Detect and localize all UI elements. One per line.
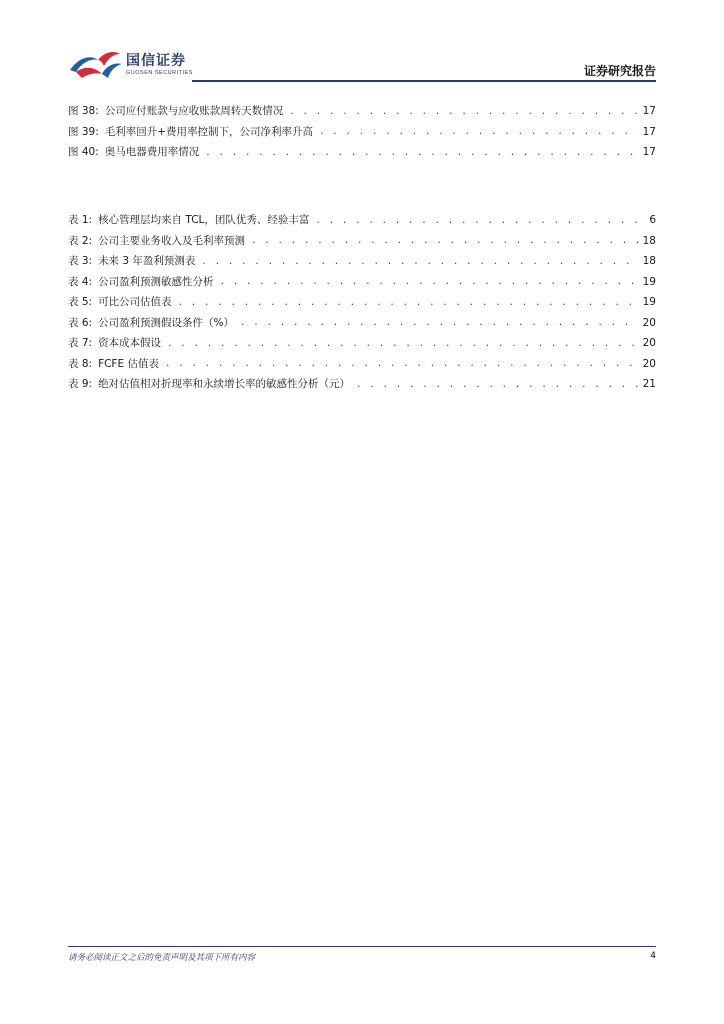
dot-leader	[220, 278, 639, 287]
dot-leader	[165, 360, 639, 369]
toc-entry-table-4[interactable]	[68, 272, 656, 293]
toc-page-number[interactable]: 20	[642, 337, 656, 349]
toc-page-number[interactable]: 18	[642, 234, 656, 247]
footer-divider	[68, 946, 656, 947]
toc-entry-table-5[interactable]	[68, 292, 656, 313]
dot-leader	[289, 108, 638, 117]
toc-page-number[interactable]: 17	[642, 105, 656, 117]
toc-label: 表 6:	[68, 316, 93, 329]
toc-title[interactable]: 资本成本假设	[98, 337, 162, 349]
table-list	[68, 210, 656, 395]
toc-entry-table-9[interactable]	[68, 374, 656, 395]
toc-entry-table-6[interactable]	[68, 313, 656, 334]
toc-title[interactable]: 毛利率回升+费用率控制下，公司净利率升高	[104, 125, 314, 138]
dot-leader	[251, 237, 639, 246]
toc-page-number[interactable]: 20	[642, 316, 656, 329]
toc-label: 图 38:	[68, 105, 99, 117]
toc-page-number[interactable]: 19	[642, 275, 656, 288]
toc-entry-table-1[interactable]	[68, 210, 656, 231]
toc-label: 表 3:	[68, 255, 93, 267]
toc-entry-table-3[interactable]	[68, 251, 656, 272]
toc-label: 图 39:	[68, 125, 99, 138]
guosen-logo	[68, 48, 193, 82]
toc-entry-table-8[interactable]	[68, 354, 656, 375]
toc-title[interactable]: 公司盈利预测假设条件（%）	[98, 316, 235, 329]
brand-name-en: GUOSEN SECURITIES	[126, 70, 193, 76]
toc-label: 表 4:	[68, 275, 93, 288]
toc-label: 表 9:	[68, 378, 93, 390]
toc-label: 图 40:	[68, 146, 99, 158]
toc-label: 表 7:	[68, 337, 93, 349]
report-type: 证券研究报告	[583, 64, 656, 78]
dot-leader	[319, 128, 639, 137]
guosen-logo-icon	[68, 48, 124, 82]
toc-title[interactable]: 未来 3 年盈利预测表	[98, 255, 196, 267]
page-number: 4	[650, 951, 656, 961]
toc-title[interactable]: FCFE 估值表	[98, 357, 159, 370]
toc-entry-figure-40[interactable]	[68, 142, 656, 163]
toc-entry-figure-38[interactable]	[68, 101, 656, 122]
dot-leader	[240, 319, 639, 328]
footer-disclaimer: 请务必阅读正文之后的免责声明及其项下所有内容	[68, 953, 256, 963]
toc-title[interactable]: 公司主要业务收入及毛利率预测	[98, 234, 246, 247]
page-header	[68, 48, 656, 84]
toc-title[interactable]: 绝对估值相对折现率和永续增长率的敏感性分析（元）	[98, 378, 351, 390]
dot-leader	[201, 258, 638, 267]
figure-list	[68, 101, 656, 163]
dot-leader	[167, 340, 639, 349]
toc-entry-table-7[interactable]	[68, 333, 656, 354]
dot-leader	[178, 299, 639, 308]
dot-leader	[205, 149, 638, 158]
toc-page-number[interactable]: 17	[642, 125, 656, 138]
toc-page-number[interactable]: 6	[649, 214, 656, 226]
toc-title[interactable]: 核心管理层均来自 TCL，团队优秀、经验丰富	[98, 214, 310, 226]
toc-label: 表 8:	[68, 357, 93, 370]
header-divider	[192, 80, 656, 82]
dot-leader	[356, 381, 639, 390]
toc-page-number[interactable]: 19	[642, 296, 656, 308]
toc-label: 表 2:	[68, 234, 93, 247]
toc-entry-figure-39[interactable]	[68, 122, 656, 143]
toc-label: 表 5:	[68, 296, 93, 308]
toc-page-number[interactable]: 18	[642, 255, 656, 267]
toc-page-number[interactable]: 21	[642, 378, 656, 390]
toc-label: 表 1:	[68, 214, 93, 226]
brand-name-cn: 国信证券	[126, 53, 186, 69]
toc-title[interactable]: 公司应付账款与应收账款周转天数情况	[104, 105, 284, 117]
toc-title[interactable]: 可比公司估值表	[98, 296, 172, 308]
toc-page-number[interactable]: 17	[642, 146, 656, 158]
toc-title[interactable]: 公司盈利预测敏感性分析	[98, 275, 214, 288]
toc-entry-table-2[interactable]	[68, 231, 656, 252]
toc-title[interactable]: 奥马电器费用率情况	[104, 146, 200, 158]
toc-page-number[interactable]: 20	[642, 357, 656, 370]
dot-leader	[315, 217, 642, 226]
